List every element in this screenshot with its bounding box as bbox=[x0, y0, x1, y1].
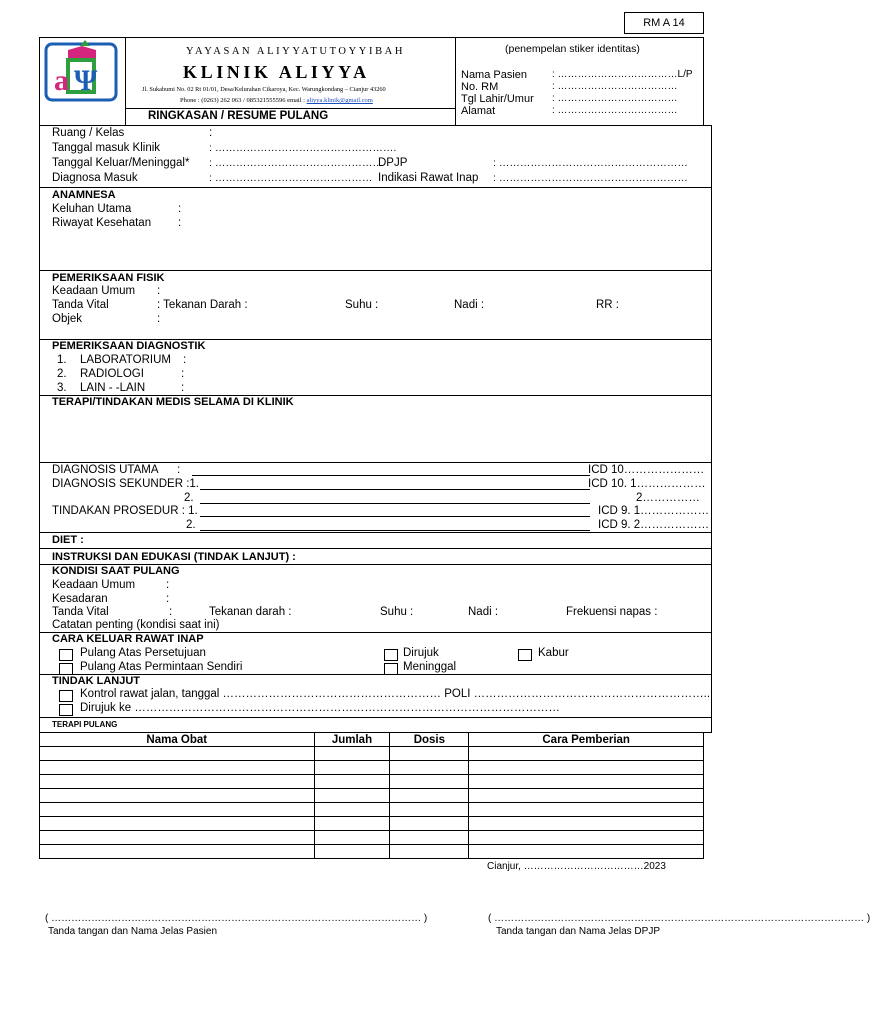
patient-dob-label: Tgl Lahir/Umur bbox=[461, 93, 534, 105]
clinic-email-link[interactable]: aliyya.klinik@gmail.com bbox=[306, 97, 373, 104]
table-cell[interactable] bbox=[314, 817, 390, 831]
table-cell[interactable] bbox=[390, 831, 469, 845]
table-cell[interactable] bbox=[469, 775, 704, 789]
table-row bbox=[40, 803, 704, 817]
dirujuk-ke-label[interactable]: Dirujuk ke ………………………………………………………………………………………………… bbox=[80, 702, 560, 714]
fisik-keadaan-label: Keadaan Umum bbox=[52, 285, 136, 297]
diagnostik-item-label: RADIOLOGI bbox=[80, 368, 144, 380]
terapi-pulang-title: TERAPI PULANG bbox=[52, 720, 118, 729]
table-cell[interactable] bbox=[314, 831, 390, 845]
sticker-note: (penempelan stiker identitas) bbox=[505, 43, 640, 55]
table-cell[interactable] bbox=[314, 761, 390, 775]
table-row bbox=[40, 747, 704, 761]
fisik-objek-label: Objek bbox=[52, 313, 83, 325]
patient-name-field[interactable]: : ………………………………L/P bbox=[552, 69, 693, 80]
table-cell[interactable] bbox=[469, 817, 704, 831]
table-cell[interactable] bbox=[390, 803, 469, 817]
dpjp-field[interactable]: : ……………………………………………… bbox=[493, 157, 688, 169]
dpjp-signature-field[interactable]: ( ………………………………………………………………………………………………… ) bbox=[488, 913, 870, 924]
tindakan-prosedur-2-line[interactable] bbox=[200, 530, 590, 531]
diagnosis-sekunder-label: DIAGNOSIS SEKUNDER :1. bbox=[52, 478, 199, 490]
tgl-masuk-label: Tanggal masuk Klinik bbox=[52, 142, 161, 154]
table-cell[interactable] bbox=[40, 761, 315, 775]
diagnosis-sekunder-2-line[interactable] bbox=[200, 503, 590, 504]
diagnosa-masuk-label: Diagnosa Masuk bbox=[52, 172, 138, 184]
kondisi-tekanan-label: Tekanan darah : bbox=[209, 606, 292, 618]
cara-keluar-title: CARA KELUAR RAWAT INAP bbox=[52, 633, 204, 645]
diagnosa-masuk-field[interactable]: : ……………………………………… bbox=[209, 172, 373, 184]
anamnesa-title: ANAMNESA bbox=[52, 189, 116, 201]
patient-address-field[interactable]: : ……………………………… bbox=[552, 105, 678, 116]
fisik-title: PEMERIKSAAN FISIK bbox=[52, 272, 165, 284]
obat-table-body bbox=[40, 747, 704, 859]
pulang-persetujuan-label: Pulang Atas Persetujuan bbox=[80, 647, 206, 659]
clinic-logo-icon bbox=[40, 38, 124, 124]
kabur-label: Kabur bbox=[538, 647, 569, 659]
fisik-nadi-label: Nadi : bbox=[454, 299, 485, 311]
fisik-rr-label: RR : bbox=[596, 299, 619, 311]
kondisi-keadaan-label: Keadaan Umum bbox=[52, 579, 136, 591]
table-cell[interactable] bbox=[390, 845, 469, 859]
form-title: RINGKASAN / RESUME PULANG bbox=[148, 110, 329, 122]
diagnostik-item-colon: : bbox=[181, 368, 185, 380]
divider bbox=[39, 532, 712, 533]
fisik-tekanan-label: : Tekanan Darah : bbox=[157, 299, 248, 311]
table-cell[interactable] bbox=[390, 789, 469, 803]
table-cell[interactable] bbox=[469, 831, 704, 845]
clinic-address: Jl. Sukabumi No. 02 Rt 01/01, Desa/Kelurahan Cikaroya, Kec. Warungkondang – Cianjur 43260 bbox=[142, 86, 386, 93]
pulang-persetujuan-checkbox[interactable] bbox=[59, 649, 73, 661]
diagnostik-item-colon: : bbox=[183, 354, 187, 366]
patient-rm-label: No. RM bbox=[461, 81, 499, 93]
table-header: Nama Obat bbox=[40, 733, 315, 747]
icd10-sekunder-2-field[interactable]: 2…………… bbox=[636, 492, 700, 504]
table-row bbox=[40, 831, 704, 845]
terapi-title: TERAPI/TINDAKAN MEDIS SELAMA DI KLINIK bbox=[52, 396, 294, 408]
form-code: RM A 14 bbox=[624, 12, 704, 34]
diagnostik-item-label: LABORATORIUM bbox=[80, 354, 171, 366]
table-cell[interactable] bbox=[40, 775, 315, 789]
diagnosis-utama-line[interactable] bbox=[192, 475, 590, 476]
foundation-name: YAYASAN ALIYYATUTOYYIBAH bbox=[186, 46, 406, 57]
patient-signature-label: Tanda tangan dan Nama Jelas Pasien bbox=[48, 926, 218, 937]
tindak-lanjut-title: TINDAK LANJUT bbox=[52, 675, 140, 687]
diagnostik-item-num: 3. bbox=[57, 382, 67, 394]
kontrol-checkbox[interactable] bbox=[59, 690, 73, 702]
table-cell[interactable] bbox=[469, 845, 704, 859]
svg-text:Ψ: Ψ bbox=[74, 64, 98, 97]
table-cell[interactable] bbox=[390, 775, 469, 789]
riwayat-colon: : bbox=[178, 217, 182, 229]
table-cell[interactable] bbox=[390, 761, 469, 775]
fisik-tanda-vital-label: Tanda Vital bbox=[52, 299, 109, 311]
kondisi-keadaan-colon: : bbox=[166, 579, 170, 591]
tindakan-prosedur-label: TINDAKAN PROSEDUR : 1. bbox=[52, 505, 198, 517]
table-cell[interactable] bbox=[469, 747, 704, 761]
icd10-sekunder-1-field[interactable]: ICD 10. 1……………… bbox=[588, 478, 706, 490]
keluhan-label: Keluhan Utama bbox=[52, 203, 132, 215]
tgl-masuk-field[interactable]: : ……………………………………………. bbox=[209, 142, 397, 154]
divider bbox=[39, 462, 712, 463]
icd10-utama-field[interactable]: ICD 10………………… bbox=[588, 464, 705, 476]
table-cell[interactable] bbox=[40, 789, 315, 803]
meninggal-label: Meninggal bbox=[403, 661, 457, 673]
dirujuk-ke-checkbox[interactable] bbox=[59, 704, 73, 716]
fisik-objek-colon: : bbox=[157, 313, 161, 325]
patient-rm-field[interactable]: : ……………………………… bbox=[552, 81, 678, 92]
diagnostik-item-num: 2. bbox=[57, 368, 67, 380]
header-divider-vertical bbox=[455, 38, 456, 126]
place-date-field[interactable]: Cianjur, ………………………………2023 bbox=[487, 861, 666, 872]
table-cell[interactable] bbox=[469, 761, 704, 775]
riwayat-label: Riwayat Kesehatan bbox=[52, 217, 152, 229]
table-cell[interactable] bbox=[40, 817, 315, 831]
indikasi-label: Indikasi Rawat Inap bbox=[378, 172, 479, 184]
table-cell[interactable] bbox=[469, 789, 704, 803]
patient-dob-field[interactable]: : ……………………………… bbox=[552, 93, 678, 104]
clinic-contact bbox=[180, 97, 373, 104]
tindakan-prosedur-line[interactable] bbox=[200, 516, 590, 517]
table-row bbox=[40, 845, 704, 859]
dirujuk-label: Dirujuk bbox=[403, 647, 439, 659]
obat-table bbox=[39, 732, 704, 859]
table-cell[interactable] bbox=[40, 845, 315, 859]
table-cell[interactable] bbox=[40, 831, 315, 845]
table-cell[interactable] bbox=[314, 845, 390, 859]
fisik-suhu-label: Suhu : bbox=[345, 299, 379, 311]
table-row bbox=[40, 775, 704, 789]
fisik-keadaan-colon: : bbox=[157, 285, 161, 297]
table-row bbox=[40, 789, 704, 803]
table-cell[interactable] bbox=[40, 747, 315, 761]
kondisi-tanda-vital-colon: : bbox=[169, 606, 173, 618]
patient-signature-field[interactable]: ( ………………………………………………………………………………………………… ) bbox=[45, 913, 428, 924]
table-row bbox=[40, 761, 704, 775]
tgl-keluar-field[interactable]: : ………………………………………… bbox=[209, 157, 383, 169]
divider bbox=[39, 548, 712, 549]
kondisi-frekuensi-label: Frekuensi napas : bbox=[566, 606, 658, 618]
tindakan-prosedur-2-label: 2. bbox=[186, 519, 196, 531]
clinic-logo bbox=[40, 38, 126, 126]
divider bbox=[39, 717, 712, 718]
kondisi-catatan-label: Catatan penting (kondisi saat ini) bbox=[52, 619, 220, 631]
diagnostik-item-num: 1. bbox=[57, 354, 67, 366]
pulang-permintaan-label: Pulang Atas Permintaan Sendiri bbox=[80, 661, 243, 673]
patient-name-label: Nama Pasien bbox=[461, 69, 528, 81]
kondisi-title: KONDISI SAAT PULANG bbox=[52, 565, 180, 577]
table-header: Dosis bbox=[390, 733, 469, 747]
table-cell[interactable] bbox=[469, 803, 704, 817]
table-header-row bbox=[40, 733, 704, 747]
table-cell[interactable] bbox=[314, 803, 390, 817]
indikasi-field[interactable]: : ……………………………………………… bbox=[493, 172, 688, 184]
form-header bbox=[39, 37, 704, 126]
ruang-colon: : bbox=[209, 127, 213, 139]
table-cell[interactable] bbox=[40, 803, 315, 817]
table-header: Jumlah bbox=[314, 733, 390, 747]
icd9-2-field[interactable]: ICD 9. 2……………… bbox=[598, 519, 710, 531]
dpjp-label: DPJP bbox=[378, 157, 408, 169]
diet-label: DIET : bbox=[52, 534, 84, 546]
kondisi-tanda-vital-label: Tanda Vital bbox=[52, 606, 109, 618]
tgl-keluar-label: Tanggal Keluar/Meninggal* bbox=[52, 157, 190, 169]
kondisi-kesadaran-label: Kesadaran bbox=[52, 593, 108, 605]
diagnosis-utama-colon: : bbox=[177, 464, 181, 476]
diagnostik-item-colon: : bbox=[181, 382, 185, 394]
table-cell[interactable] bbox=[314, 747, 390, 761]
table-row bbox=[40, 817, 704, 831]
diagnosis-utama-label: DIAGNOSIS UTAMA bbox=[52, 464, 159, 476]
kondisi-kesadaran-colon: : bbox=[166, 593, 170, 605]
dirujuk-checkbox[interactable] bbox=[384, 649, 398, 661]
diagnosis-sekunder-line[interactable] bbox=[200, 489, 590, 490]
kondisi-suhu-label: Suhu : bbox=[380, 606, 414, 618]
icd9-1-field[interactable]: ICD 9. 1……………… bbox=[598, 505, 710, 517]
svg-text:a: a bbox=[54, 64, 69, 97]
table-cell[interactable] bbox=[314, 775, 390, 789]
diagnostik-title: PEMERIKSAAN DIAGNOSTIK bbox=[52, 340, 206, 352]
diagnostik-item-label: LAIN - -LAIN bbox=[80, 382, 146, 394]
divider bbox=[39, 187, 712, 188]
patient-address-label: Alamat bbox=[461, 105, 496, 117]
clinic-phone: Phone : (0263) 262 063 / 085321555596 email : bbox=[180, 97, 307, 104]
keluhan-colon: : bbox=[178, 203, 182, 215]
kondisi-nadi-label: Nadi : bbox=[468, 606, 499, 618]
table-cell[interactable] bbox=[314, 789, 390, 803]
divider bbox=[39, 270, 712, 271]
table-cell[interactable] bbox=[390, 747, 469, 761]
table-cell[interactable] bbox=[390, 817, 469, 831]
dpjp-signature-label: Tanda tangan dan Nama Jelas DPJP bbox=[496, 926, 660, 937]
kontrol-label[interactable]: Kontrol rawat jalan, tanggal ………………………………………………… POLI …………………………………………………….. bbox=[80, 688, 711, 700]
kabur-checkbox[interactable] bbox=[518, 649, 532, 661]
instruksi-label: INSTRUKSI DAN EDUKASI (TINDAK LANJUT) : bbox=[52, 551, 296, 563]
clinic-name: KLINIK ALIYYA bbox=[183, 62, 370, 82]
ruang-label: Ruang / Kelas bbox=[52, 127, 125, 139]
table-header: Cara Pemberian bbox=[469, 733, 704, 747]
diagnosis-sekunder-2-label: 2. bbox=[184, 492, 194, 504]
header-divider bbox=[126, 108, 455, 109]
